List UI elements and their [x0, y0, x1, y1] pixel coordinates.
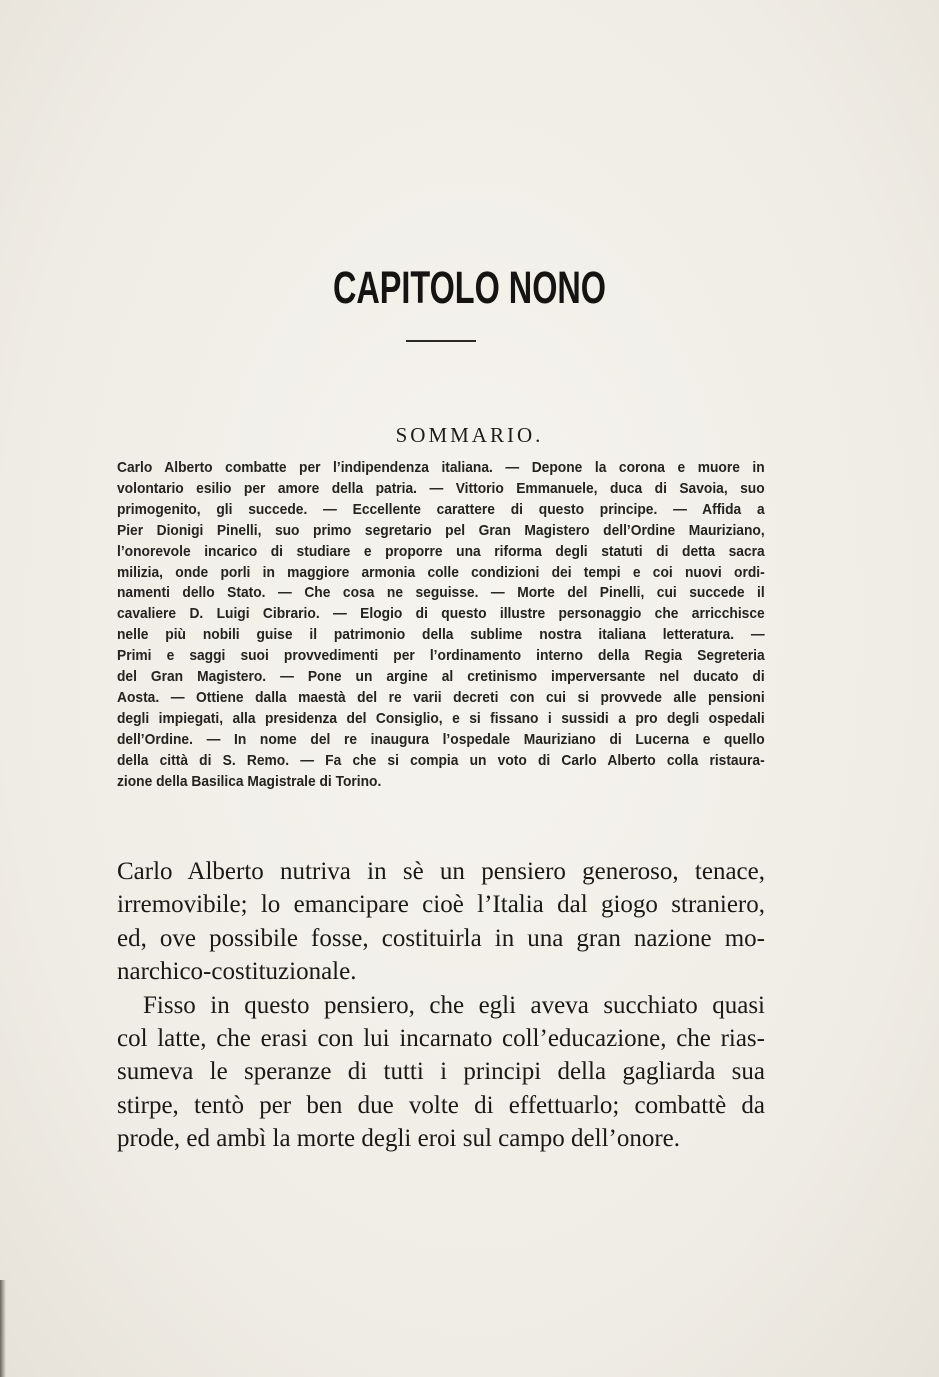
- body-line: stirpe, tentò per ben due volte di effettuarlo; combattè da: [117, 1091, 765, 1119]
- body-paragraphs: [117, 855, 765, 1156]
- summary-line: Primi e saggi suoi provvedimenti per l’ordinamento interno della Regia Segreteria: [117, 647, 765, 665]
- summary-line: degli impiegati, alla presidenza del Consiglio, e si fissano i sussidi a pro degli ospedali: [117, 709, 765, 727]
- summary-line: nelle più nobili guise il patrimonio della sublime nostra italiana letteratura. —: [117, 626, 765, 644]
- summary-line: dell’Ordine. — In nome del re inaugura l’ospedale Mauriziano di Lucerna e quello: [117, 730, 765, 748]
- body-line: ed, ove possibile fosse, costituirla in una gran nazione mo-: [117, 924, 765, 952]
- summary-line: l’onorevole incarico di studiare e proporre una riforma degli statuti di detta sacra: [117, 542, 765, 560]
- summary-line: milizia, onde porli in maggiore armonia colle condizioni dei tempi e coi nuovi ordi-: [117, 563, 765, 581]
- summary-line: del Gran Magistero. — Pone un argine al cretinismo imperversante nel ducato di: [117, 668, 765, 686]
- summary-line: Pier Dionigi Pinelli, suo primo segretario pel Gran Magistero dell’Ordine Mauriziano,: [117, 521, 765, 539]
- summary-line: namenti dello Stato. — Che cosa ne seguisse. — Morte del Pinelli, cui succede il: [117, 584, 765, 602]
- summary-heading: SOMMARIO.: [395, 423, 544, 447]
- summary-line: cavaliere D. Luigi Cibrario. — Elogio di questo illustre personaggio che arricchisce: [117, 605, 765, 623]
- summary-line: Carlo Alberto combatte per l’indipendenza italiana. — Depone la corona e muore in: [117, 459, 765, 476]
- body-line: narchico-costituzionale.: [117, 958, 357, 986]
- summary-line: della città di S. Remo. — Fa che si compia un voto di Carlo Alberto colla ristaura-: [117, 751, 765, 769]
- summary-line: Aosta. — Ottiene dalla maestà del re varii decreti con cui si provvede alle pensioni: [117, 688, 765, 706]
- body-line: Fisso in questo pensiero, che egli aveva succhiato quasi: [143, 991, 765, 1019]
- summary-line: primogenito, gli succede. — Eccellente carattere di questo principe. — Affida a: [117, 500, 765, 518]
- body-line: col latte, che erasi con lui incarnato coll’educazione, che rias-: [117, 1025, 765, 1053]
- body-line: Carlo Alberto nutriva in sè un pensiero generoso, tenace,: [117, 858, 765, 885]
- page-edge-shadow: [0, 1280, 6, 1377]
- summary-paragraph: [117, 458, 765, 793]
- body-line: irremovibile; lo emancipare cioè l’Italia dal giogo straniero,: [117, 891, 765, 919]
- summary-line: zione della Basilica Magistrale di Torino.: [117, 772, 382, 790]
- chapter-title: CAPITOLO NONO: [332, 262, 607, 313]
- body-line: prode, ed ambì la morte degli eroi sul campo dell’onore.: [117, 1125, 681, 1153]
- title-divider: [406, 340, 476, 342]
- body-line: sumeva le speranze di tutti i principi della gagliarda sua: [117, 1058, 765, 1086]
- summary-line: volontario esilio per amore della patria. — Vittorio Emmanuele, duca di Savoia, suo: [117, 479, 765, 497]
